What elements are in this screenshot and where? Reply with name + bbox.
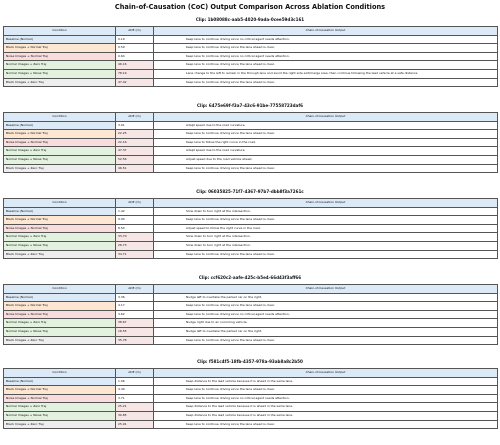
output-cell: Keep lane to continue driving since the lane ahead is clear. <box>154 216 498 225</box>
table-row <box>4 241 498 250</box>
table-row <box>4 302 498 311</box>
output-cell: Nudge left to overtake the parked car on the right. <box>154 327 498 336</box>
condition-cell: Normal Images + Zero Traj <box>4 147 116 156</box>
condition-cell: Normal Images + Noise Traj <box>4 155 116 164</box>
table-row <box>4 377 498 386</box>
ade-cell: 8.50 <box>116 224 154 233</box>
ade-cell: 0.59 <box>116 44 154 53</box>
ade-cell: 46.16 <box>116 61 154 70</box>
condition-cell: Normal Images + Zero Traj <box>4 403 116 412</box>
header-output: Chain-of-Causation Output <box>154 113 498 122</box>
table-row <box>4 310 498 319</box>
output-cell: Adjust speed due to the road vehicle ahead. <box>154 155 498 164</box>
table-row <box>4 35 498 44</box>
output-cell: Keep distance to the lead vehicle because it is ahead in the same lane. <box>154 403 498 412</box>
condition-cell: Baseline (Normal) <box>4 377 116 386</box>
ade-cell: 46.51 <box>116 164 154 173</box>
table-row <box>4 78 498 87</box>
ade-cell: 34.71 <box>116 250 154 259</box>
table-header-row <box>4 199 498 208</box>
clip-section-5 <box>3 359 497 429</box>
clip-section-4 <box>3 275 497 345</box>
ade-cell: 1.42 <box>116 207 154 216</box>
ade-cell: 47.37 <box>116 147 154 156</box>
clip-title: Clip: 6475e69f-f3a7-43c6-91be-77558723daf6 <box>197 103 303 108</box>
ade-cell: 30.85 <box>116 411 154 420</box>
condition-cell: Baseline (Normal) <box>4 35 116 44</box>
ade-cell: 3.36 <box>116 293 154 302</box>
condition-cell: Normal Images + Noise Traj <box>4 69 116 78</box>
table-row <box>4 61 498 70</box>
ade-cell: 3.71 <box>116 394 154 403</box>
clip-section-3 <box>3 189 497 259</box>
condition-cell: Normal Images + Zero Traj <box>4 319 116 328</box>
header-condition: Condition <box>4 285 116 294</box>
condition-cell: Baseline (Normal) <box>4 293 116 302</box>
table-header-row <box>4 113 498 122</box>
results-table <box>3 112 498 173</box>
output-cell: Keep lane to continue driving since the lane ahead is clear. <box>154 164 498 173</box>
table-row <box>4 403 498 412</box>
condition-cell: Black Images + Zero Traj <box>4 250 116 259</box>
table-row <box>4 327 498 336</box>
header-output: Chain-of-Causation Output <box>154 27 498 36</box>
header-ade: ADE (m) <box>116 369 154 378</box>
table-row <box>4 411 498 420</box>
condition-cell: Black Images + Zero Traj <box>4 78 116 87</box>
condition-cell: Black Images + Normal Traj <box>4 216 116 225</box>
header-output: Chain-of-Causation Output <box>154 199 498 208</box>
table-header-row <box>4 27 498 36</box>
table-row <box>4 250 498 259</box>
table-row <box>4 138 498 147</box>
output-cell: Keep lane to continue driving since the lane ahead is clear. <box>154 302 498 311</box>
table-row <box>4 394 498 403</box>
condition-cell: Baseline (Normal) <box>4 207 116 216</box>
output-cell: Adapt speed due to the road curvature. <box>154 147 498 156</box>
ade-cell: 25.91 <box>116 420 154 429</box>
clip-title: Clip: 06035825-71f7-4367-97b7-dbb8f3a7261c <box>196 189 304 194</box>
results-table <box>3 26 498 87</box>
condition-cell: Black Images + Zero Traj <box>4 164 116 173</box>
output-cell: Keep lane to continue driving since the lane ahead is clear. <box>154 420 498 429</box>
ade-cell: 47.42 <box>116 78 154 87</box>
table-row <box>4 155 498 164</box>
table-row <box>4 216 498 225</box>
condition-cell: Black Images + Normal Traj <box>4 130 116 139</box>
table-header-row <box>4 285 498 294</box>
output-cell: Keep lane to follow the right curve in the road. <box>154 138 498 147</box>
output-cell: Nudge left to overtake the parked car on the right. <box>154 293 498 302</box>
output-cell: Keep lane to continue driving since the lane ahead is clear. <box>154 130 498 139</box>
output-cell: Keep lane to continue driving since no critical agent needs attention. <box>154 35 498 44</box>
output-cell: Lane change to the left to remain in the through lane and avoid the right side exit/merge area, then continue following the lead vehicle at a safe distance. <box>154 69 498 78</box>
header-ade: ADE (m) <box>116 113 154 122</box>
table-row <box>4 386 498 395</box>
ade-cell: 16.55 <box>116 327 154 336</box>
header-ade: ADE (m) <box>116 199 154 208</box>
ade-cell: 22.16 <box>116 138 154 147</box>
header-output: Chain-of-Causation Output <box>154 285 498 294</box>
condition-cell: Black Images + Normal Traj <box>4 386 116 395</box>
header-output: Chain-of-Causation Output <box>154 369 498 378</box>
output-cell: Keep lane to continue driving since the lane ahead is clear. <box>154 250 498 259</box>
condition-cell: Normal Images + Noise Traj <box>4 241 116 250</box>
header-condition: Condition <box>4 27 116 36</box>
table-row <box>4 207 498 216</box>
condition-cell: Normal Images + Zero Traj <box>4 233 116 242</box>
clip-title: Clip: f581c4f5-18fb-4357-978a-93ab8a8c2b50 <box>197 359 303 364</box>
output-cell: Adjust speed to follow the right curve in the road. <box>154 224 498 233</box>
output-cell: Slow down to turn right at the intersection. <box>154 233 498 242</box>
condition-cell: Noise Images + Normal Traj <box>4 138 116 147</box>
condition-cell: Noise Images + Normal Traj <box>4 394 116 403</box>
results-table <box>3 284 498 345</box>
output-cell: Adapt speed due to the road curvature. <box>154 121 498 130</box>
condition-cell: Normal Images + Noise Traj <box>4 411 116 420</box>
condition-cell: Black Images + Normal Traj <box>4 302 116 311</box>
condition-cell: Noise Images + Normal Traj <box>4 310 116 319</box>
condition-cell: Black Images + Zero Traj <box>4 420 116 429</box>
ade-cell: 0.19 <box>116 35 154 44</box>
ade-cell: 26.73 <box>116 241 154 250</box>
condition-cell: Noise Images + Normal Traj <box>4 224 116 233</box>
ade-cell: 3.62 <box>116 310 154 319</box>
header-condition: Condition <box>4 113 116 122</box>
table-row <box>4 69 498 78</box>
page-title: Chain-of-Causation (CoC) Output Comparison Across Ablation Conditions <box>114 3 386 11</box>
output-cell: Keep lane to continue driving since no critical agent needs attention. <box>154 52 498 61</box>
table-row <box>4 44 498 53</box>
table-row <box>4 319 498 328</box>
ade-cell: 33.70 <box>116 233 154 242</box>
ade-cell: 35.78 <box>116 336 154 345</box>
header-ade: ADE (m) <box>116 27 154 36</box>
table-row <box>4 420 498 429</box>
table-row <box>4 233 498 242</box>
table-row <box>4 52 498 61</box>
output-cell: Keep lane to continue driving since no critical agent needs attention. <box>154 394 498 403</box>
table-row <box>4 293 498 302</box>
table-row <box>4 147 498 156</box>
output-cell: Slow down to turn right at the intersection. <box>154 241 498 250</box>
ade-cell: 25.21 <box>116 403 154 412</box>
header-condition: Condition <box>4 199 116 208</box>
output-cell: Keep lane to continue driving since the lane ahead is clear. <box>154 78 498 87</box>
output-cell: Keep lane to continue driving since no critical agent needs attention. <box>154 310 498 319</box>
header-ade: ADE (m) <box>116 285 154 294</box>
table-row <box>4 224 498 233</box>
clip-section-1 <box>3 17 497 87</box>
output-cell: Keep lane to continue driving since the lane ahead is clear. <box>154 44 498 53</box>
condition-cell: Baseline (Normal) <box>4 121 116 130</box>
ade-cell: 38.67 <box>116 319 154 328</box>
output-cell: Nudge right due to an oncoming vehicle. <box>154 319 498 328</box>
ade-cell: 0.64 <box>116 52 154 61</box>
condition-cell: Noise Images + Normal Traj <box>4 52 116 61</box>
table-header-row <box>4 369 498 378</box>
condition-cell: Normal Images + Zero Traj <box>4 61 116 70</box>
output-cell: Keep distance to the lead vehicle because it is ahead in the same lane. <box>154 411 498 420</box>
header-condition: Condition <box>4 369 116 378</box>
table-row <box>4 336 498 345</box>
ade-cell: 4.49 <box>116 386 154 395</box>
ade-cell: 9.90 <box>116 216 154 225</box>
output-cell: Keep lane to continue driving since the lane ahead is clear. <box>154 386 498 395</box>
results-table <box>3 198 498 259</box>
ade-cell: 1.06 <box>116 377 154 386</box>
table-row <box>4 121 498 130</box>
output-cell: Keep lane to continue driving since the lane ahead is clear. <box>154 61 498 70</box>
ade-cell: 4.17 <box>116 302 154 311</box>
clip-title: Clip: 1b08088c-aab5-4020-9ada-0cee59d3c161 <box>195 17 305 22</box>
output-cell: Slow down to turn right at the intersection. <box>154 207 498 216</box>
ade-cell: 52.56 <box>116 155 154 164</box>
condition-cell: Black Images + Normal Traj <box>4 44 116 53</box>
ade-cell: 22.25 <box>116 130 154 139</box>
clip-section-2 <box>3 103 497 173</box>
output-cell: Keep distance to the lead vehicle because it is ahead in the same lane. <box>154 377 498 386</box>
table-row <box>4 164 498 173</box>
ade-cell: 3.01 <box>116 121 154 130</box>
condition-cell: Normal Images + Noise Traj <box>4 327 116 336</box>
clip-title: Clip: ccf620c2-aafe-425c-b5e4-66d43f3aff66 <box>198 275 302 280</box>
results-table <box>3 368 498 429</box>
output-cell: Keep lane to continue driving since the lane ahead is clear. <box>154 336 498 345</box>
ade-cell: 78.19 <box>116 69 154 78</box>
table-row <box>4 130 498 139</box>
condition-cell: Black Images + Zero Traj <box>4 336 116 345</box>
